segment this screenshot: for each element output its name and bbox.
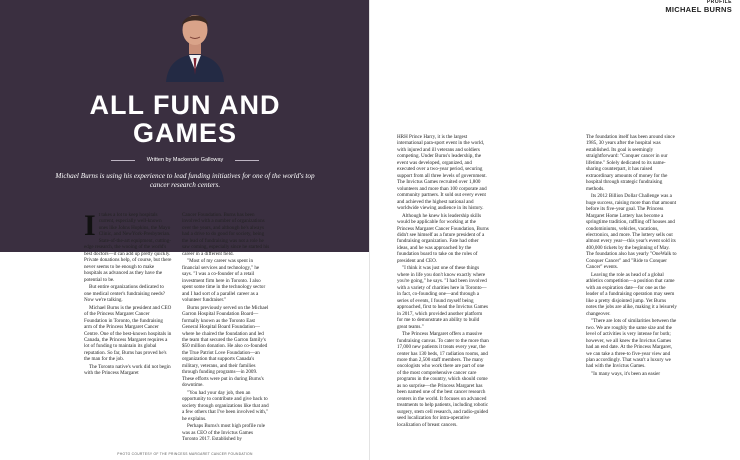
running-head (665, 0, 732, 14)
body-column-1 (84, 209, 172, 378)
body-paragraph: Perhaps Burns's most high profile role was as CEO of the Invictus Games Toronto 2017. Established by (182, 423, 266, 443)
body-column-2 (182, 212, 270, 444)
portrait-photo (160, 0, 230, 82)
body-paragraph: The Princess Margaret offers a massive fundraising canvas. To cater to the more than 17,000 new patients it treats every year, the center has 130 beds, 17 radiation rooms, and more than 2,500 staff members. The many oncologists who work there are part of one of the most comprehensive cancer care programs in the country, which should come as no surprise—the Princess Margaret has been named one of the best cancer research centers in the world. It focuses on advanced treatments to help patients, including robotic surgery, stem cell research, and radio-guided seed localization for intra-operative localization of breast cancers. (397, 331, 489, 428)
body-paragraph: The foundation itself has been around since 1985, 30 years after the hospital was established. Its goal is seemingly straightforward: "Conquer cancer in our lifetime." Solely dedicated to its name-sharing counterpart, it has raised extraordinary amounts of money for the hospital through strategic fundraising methods. (586, 134, 675, 192)
body-paragraph: "You had your day job, then an opportunity to contribute and give back to society through organizations like that and a few others that I've been involved with," he explains. (182, 389, 269, 422)
body-paragraph: t takes a lot to keep hospitals current, especially well-known ones like Johns Hopkins, the Mayo Clinic, and NewYork-Presbyterian. State-of-the-art equipment, cutting-edge research, the wooing of the world's best doctors—it can add up pretty quickly. Private donations help, of course, but there never seems to be enough to make hospitals as advanced as they have the potential to be. (84, 212, 172, 283)
drop-cap: I (84, 209, 96, 242)
body-column-4 (586, 134, 678, 379)
body-paragraph: The Toronto native's work did not begin with the Princess Margaret (84, 363, 171, 377)
body-paragraph: Burns previously served on the Michael Garron Hospital Foundation Board—formally known as the Toronto East General Hospital Board Foundation—where he chaired the foundation and led the team that secured the Garron family's $50 million donation. He also co-founded the True Patriot Love Foundation—an organization that supports Canada's military, veterans, and their families through funding programs—in 2009. These efforts were put in during Burns's downtime. (182, 304, 269, 389)
body-paragraph: "Most of my career was spent in financial services and technology," he says. "I was a co-founder of a retail investment firm here in Toronto. I also spent some time in the technology sector and I had sort of a parallel career as a volunteer fundraiser." (182, 258, 266, 304)
running-head-name: MICHAEL BURNS (665, 5, 732, 14)
byline-rule-right (235, 160, 259, 161)
body-paragraph: "There are lots of similarities between the two. We are roughly the same size and the level of activities is very intense for both; however, we all knew the Invictus Games had an end date. At the Princess Margaret, we can take a three-to five-year view and plan accordingly. That wasn't a luxury we had with the Invictus Games. (586, 318, 677, 370)
article-dek: Michael Burns is using his experience to lead funding initiatives for one of the world's top cancer research centers. (55, 172, 315, 189)
body-paragraph: But entire organizations dedicated to one medical center's fundraising needs? Now we're talking. (84, 284, 165, 304)
body-paragraph: "In many ways, it's been an easier (591, 371, 661, 378)
body-paragraph: Leaving the role as head of a global athletics competition—a position that came with an expiration date—for one as the leader of a fundraising operation may seem like a pretty disjointed jump. Yet Burns notes the jobs are alike, making it a leisurely changeover. (586, 271, 677, 317)
body-paragraph: HRH Prince Harry, it is the largest international para-sport event in the world, with injured and ill veterans and soldiers competing. Under Burns's leadership, the event was developed, organized, and executed over a two-year period, securing support from all three levels of government. The Invictus Games recruited over 1,800 volunteers and more than 100 corporate and community partners. It sold out every event and achieved the highest national and worldwide viewing audience in its history. (397, 134, 487, 211)
article-title-line-2: GAMES (132, 118, 237, 148)
photo-credit: PHOTO COURTESY OF THE PRINCESS MARGARET CANCER FOUNDATION (117, 452, 253, 456)
body-paragraph: Cancer Foundation. Burns has been involved with a number of organizations over the years, and although he's always had a drive to do good for society, being the lead of fundraising was not a role he saw coming, especially since he started his career in a different field. (182, 212, 270, 257)
article-title-line-1: ALL FUN AND (89, 90, 281, 120)
body-paragraph: Its 2012 Billion Dollar Challenge was a huge success, raising more than that amount before its five-year goal. The Princess Margaret Home Lottery has become a springtime tradition, raffling off houses and condominiums, vehicles, vacations, electronics, and more. The lottery sells out almost every year—this year's event sold its 400,000 tickets by the beginning of May. The foundation also has yearly "OneWalk to Conquer Cancer" and "Ride to Conquer Cancer" events. (586, 193, 677, 271)
body-paragraph: Michael Burns is the president and CEO of the Princess Margaret Cancer Foundation in Toronto, the fundraising arm of the Princess Margaret Cancer Centre. One of the best-known hospitals in Canada, the Princess Margaret requires a lot of funding to maintain its global reputation. So far, Burns has proved he's the man for the job. (84, 304, 172, 363)
body-paragraph: Although he knew his leadership skills would be applicable for working at the Princess Margaret Cancer Foundation, Burns didn't see himself as a future president of a fundraising organization. Fate had other ideas, and he was approached by the foundation board to take on the roles of president and CEO. (397, 212, 489, 264)
body-paragraph: "I think it was just one of these things where in life you don't know exactly where you're going," he says. "I had been involved with a variety of charities here in Toronto—in fact, co-founding one—and through a series of events, I found myself being approached, first to head the Invictus Games in 2017, which provided another platform for me to demonstrate an ability to build great teams." (397, 265, 488, 330)
body-column-3 (397, 134, 489, 429)
running-head-kicker: PROFILE (706, 0, 732, 5)
byline: Written by Mackenzie Galloway (146, 157, 224, 163)
